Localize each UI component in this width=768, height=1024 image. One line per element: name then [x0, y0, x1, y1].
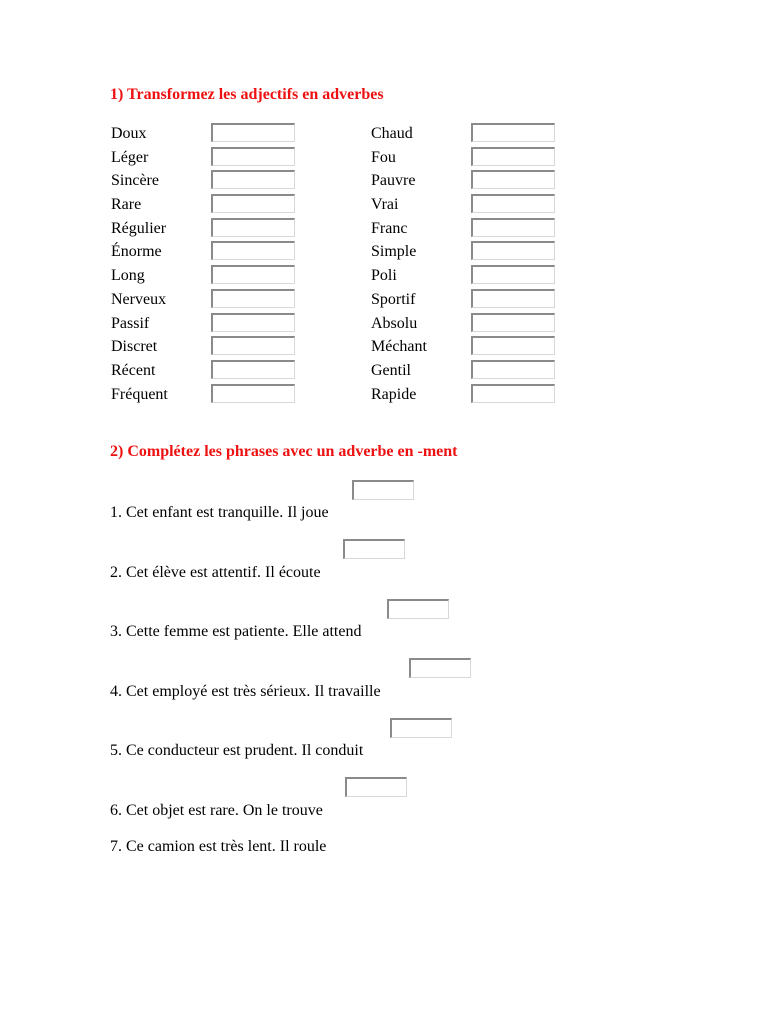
- adjective-label-regulier: Régulier: [111, 219, 167, 237]
- adverb-answer-field[interactable]: [211, 241, 295, 260]
- adjective-label-recent: Récent: [111, 361, 156, 379]
- adjective-row: [111, 360, 351, 384]
- adjective-row: [111, 170, 351, 194]
- adjective-label-vrai: Vrai: [371, 196, 399, 214]
- adverb-answer-field[interactable]: [471, 241, 555, 260]
- adverb-answer-field[interactable]: [471, 289, 555, 308]
- adverb-answer-field[interactable]: [211, 147, 295, 166]
- adjective-row: [371, 123, 611, 147]
- adjective-label-poli: Poli: [371, 267, 397, 285]
- adverb-answer-field[interactable]: [471, 384, 555, 403]
- adjective-label-mechant: Méchant: [371, 338, 427, 356]
- adjective-row: [371, 194, 611, 218]
- adverb-answer-field[interactable]: [211, 194, 295, 213]
- adverb-answer-field[interactable]: [471, 170, 555, 189]
- sentence-6-answer-field[interactable]: [345, 777, 407, 797]
- adverb-answer-field[interactable]: [211, 336, 295, 355]
- adverb-answer-field[interactable]: [471, 360, 555, 379]
- adjective-row: [111, 147, 351, 171]
- sentence-2: 2. Cet élève est attentif. Il écoute: [110, 564, 321, 581]
- adjective-label-fou: Fou: [371, 148, 396, 166]
- adverb-answer-field[interactable]: [471, 265, 555, 284]
- adjective-row: [111, 218, 351, 242]
- adverb-answer-field[interactable]: [471, 336, 555, 355]
- adjective-row: [111, 289, 351, 313]
- adjective-row: [111, 265, 351, 289]
- adjective-label-passif: Passif: [111, 314, 150, 332]
- adjective-label-nerveux: Nerveux: [111, 290, 167, 308]
- adjective-row: [371, 360, 611, 384]
- adjective-label-sportif: Sportif: [371, 290, 416, 308]
- adjective-label-long: Long: [111, 267, 145, 285]
- exercise1-title: 1) Transformez les adjectifs en adverbes: [110, 86, 384, 103]
- adverb-answer-field[interactable]: [471, 123, 555, 142]
- adjective-row: [111, 241, 351, 265]
- adjective-label-doux: Doux: [111, 125, 147, 142]
- adjective-label-gentil: Gentil: [371, 361, 411, 379]
- adjective-label-simple: Simple: [371, 243, 417, 261]
- sentence-1-answer-field[interactable]: [352, 480, 414, 500]
- sentence-3: 3. Cette femme est patiente. Elle attend: [110, 623, 362, 640]
- adjective-row: [371, 265, 611, 289]
- adjective-label-frequent: Fréquent: [111, 385, 168, 403]
- adjective-row: [371, 336, 611, 360]
- adjective-row: [111, 384, 351, 408]
- adjective-label-absolu: Absolu: [371, 314, 418, 332]
- adverb-answer-field[interactable]: [471, 147, 555, 166]
- adjective-label-rare: Rare: [111, 196, 142, 214]
- adverb-answer-field[interactable]: [471, 194, 555, 213]
- adverb-answer-field[interactable]: [211, 170, 295, 189]
- adverb-answer-field[interactable]: [211, 265, 295, 284]
- adverb-answer-field[interactable]: [211, 123, 295, 142]
- sentence-7: 7. Ce camion est très lent. Il roule: [110, 838, 327, 855]
- adjective-row: [371, 384, 611, 408]
- adjective-column-left: [111, 123, 351, 407]
- adjective-label-enorme: Énorme: [111, 243, 162, 261]
- adjective-row: [371, 313, 611, 337]
- adjective-row: [111, 336, 351, 360]
- adjective-row: [111, 123, 351, 147]
- adjective-row: [371, 289, 611, 313]
- adverb-answer-field[interactable]: [211, 289, 295, 308]
- adjective-label-rapide: Rapide: [371, 385, 417, 403]
- adjective-label-chaud: Chaud: [371, 125, 413, 142]
- sentence-6: 6. Cet objet est rare. On le trouve: [110, 802, 323, 819]
- adjective-label-pauvre: Pauvre: [371, 172, 416, 190]
- adverb-answer-field[interactable]: [211, 360, 295, 379]
- adjective-label-discret: Discret: [111, 338, 158, 356]
- adjective-row: [111, 194, 351, 218]
- adjective-row: [371, 241, 611, 265]
- adjective-row: [371, 147, 611, 171]
- adverb-answer-field[interactable]: [211, 384, 295, 403]
- sentence-3-answer-field[interactable]: [387, 599, 449, 619]
- adjective-label-leger: Léger: [111, 148, 149, 166]
- exercise2-title: 2) Complétez les phrases avec un adverbe en -ment: [110, 443, 458, 460]
- adverb-answer-field[interactable]: [471, 218, 555, 237]
- adverb-answer-field[interactable]: [471, 313, 555, 332]
- sentence-5-answer-field[interactable]: [390, 718, 452, 738]
- sentence-1: 1. Cet enfant est tranquille. Il joue: [110, 504, 329, 521]
- adjective-column-right: [371, 123, 611, 407]
- adjective-row: [111, 313, 351, 337]
- adverb-answer-field[interactable]: [211, 313, 295, 332]
- adverb-answer-field[interactable]: [211, 218, 295, 237]
- adjective-label-sincere: Sincère: [111, 172, 159, 190]
- adjective-row: [371, 170, 611, 194]
- adjective-label-franc: Franc: [371, 219, 408, 237]
- sentence-4: 4. Cet employé est très sérieux. Il travaille: [110, 683, 381, 700]
- sentence-4-answer-field[interactable]: [409, 658, 471, 678]
- sentence-2-answer-field[interactable]: [343, 539, 405, 559]
- adjective-row: [371, 218, 611, 242]
- sentence-5: 5. Ce conducteur est prudent. Il conduit: [110, 742, 364, 759]
